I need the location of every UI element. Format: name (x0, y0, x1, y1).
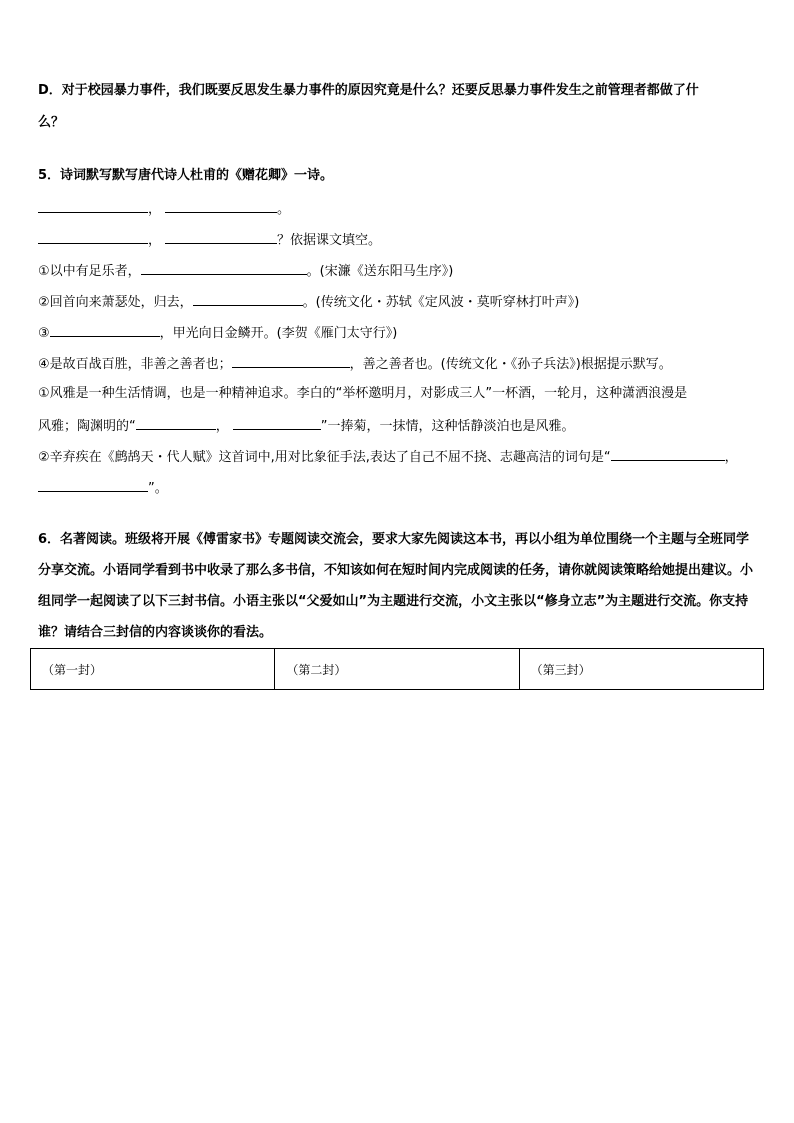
row-end: ？依据课文填空。 (277, 233, 382, 248)
answer-blank[interactable] (38, 479, 148, 492)
separator: ， (148, 202, 162, 217)
answer-blank[interactable] (232, 355, 350, 368)
q5-sub2-line1 (38, 448, 738, 466)
q6-text: 6．名著阅读。班级将开展《傅雷家书》专题阅读交流会，要求大家先阅读这本书，再以小组为单位围绕一个主题与全班同学分享交流。小语同学看到书中收录了那么多书信，不知该如何在短时间内完成阅读的任务，请你就阅读策略给她提出建议。小组同学一起阅读了以下三封书信。小语主张以“父爱如山”为主题进行交流，小文主张以“修身立志”为主题进行交流。你支持谁？请结合三封信的内容谈谈你的看法。 (38, 532, 754, 640)
answer-blank[interactable] (233, 417, 321, 430)
separator: ， (148, 233, 162, 248)
answer-blank[interactable] (611, 448, 725, 461)
item-prefix: ④是故百战百胜，非善之善者也； (38, 357, 232, 372)
item-suffix: ”。 (148, 481, 168, 496)
separator: ， (215, 419, 229, 434)
letter-cell-3: （第三封） (519, 649, 763, 690)
item-prefix: ②回首向来萧瑟处，归去， (38, 295, 193, 310)
q5-row2 (38, 231, 381, 249)
q5-sub1-line2 (38, 417, 575, 435)
item-prefix: ②辛弃疾在《鹧鸪天・代人赋》这首词中,用对比象征手法,表达了自己不屈不挠、志趣高洁的词句是“ (38, 450, 611, 465)
answer-blank[interactable] (165, 200, 277, 213)
q5-item4 (38, 355, 672, 373)
answer-blank[interactable] (141, 262, 307, 275)
separator: ， (724, 450, 738, 465)
item-suffix: ”一捧菊，一抹情，这种恬静淡泊也是风雅。 (320, 419, 575, 434)
q5-item1 (38, 262, 453, 280)
answer-blank[interactable] (165, 231, 277, 244)
item-source: 。(宋濂《送东阳马生序》) (306, 264, 454, 279)
q5-item2 (38, 293, 579, 311)
item-source: 。(传统文化・苏轼《定风波・莫听穿林打叶声》) (302, 295, 580, 310)
q5-title: 5．诗词默写默写唐代诗人杜甫的《赠花卿》一诗。 (38, 168, 334, 183)
item-prefix: 风雅；陶渊明的“ (38, 419, 136, 434)
answer-blank[interactable] (136, 417, 216, 430)
item-prefix: ①以中有足乐者， (38, 264, 141, 279)
answer-blank[interactable] (193, 293, 303, 306)
q4-option-d-line1: D．对于校园暴力事件，我们既要反思发生暴力事件的原因究竟是什么？还要反思暴力事件发生之前管理者都做了什 (38, 83, 699, 98)
table-row (31, 649, 764, 690)
answer-blank[interactable] (38, 200, 148, 213)
q4-option-d-line2: 么？ (38, 115, 65, 130)
item-source: ，甲光向日金鳞开。(李贺《雁门太守行》) (159, 326, 398, 341)
letter-cell-2: （第二封） (275, 649, 519, 690)
answer-blank[interactable] (50, 324, 160, 337)
letters-table (30, 648, 764, 690)
item-prefix: ③ (38, 326, 50, 341)
answer-blank[interactable] (38, 231, 148, 244)
q5-item3 (38, 324, 397, 342)
item-source: ，善之善者也。(传统文化・《孙子兵法》)根据提示默写。 (349, 357, 672, 372)
row-end: 。 (277, 202, 291, 217)
letter-cell-1: （第一封） (31, 649, 275, 690)
q5-sub1-line1: ①风雅是一种生活情调，也是一种精神追求。李白的“举杯邀明月，对影成三人”一杯酒，一轮月，这种潇洒浪漫是 (38, 386, 688, 401)
q5-sub2-line2 (38, 479, 168, 497)
q5-row1 (38, 200, 290, 218)
